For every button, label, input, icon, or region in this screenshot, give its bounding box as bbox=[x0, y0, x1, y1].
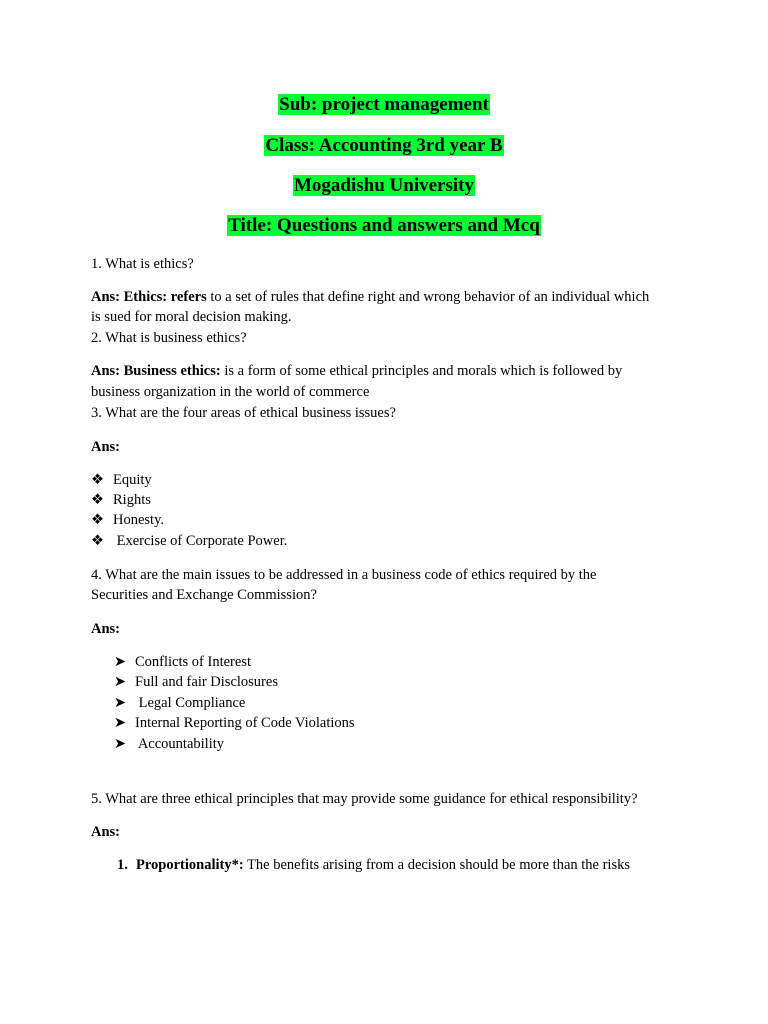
answer-5-label: Ans: bbox=[91, 824, 121, 840]
question-2: 2. What is business ethics? bbox=[91, 330, 247, 346]
answer-2-line-2: business organization in the world of commerce bbox=[91, 384, 370, 400]
question-5: 5. What are three ethical principles that may provide some guidance for ethical responsibility? bbox=[91, 791, 638, 807]
arrowhead-bullet-icon: ➤ bbox=[114, 695, 127, 711]
list-item-label: Conflicts of Interest bbox=[135, 654, 251, 670]
numbered-item-content bbox=[136, 855, 630, 875]
numbered-item-term: Proportionality*: bbox=[136, 857, 244, 873]
title-text: Title: Questions and answers and Mcq bbox=[228, 215, 540, 236]
answer-2-text: is a form of some ethical principles and morals which is followed by bbox=[220, 363, 623, 379]
diamond-bullet-icon: ❖ bbox=[91, 492, 104, 508]
list-item-label: Honesty. bbox=[113, 512, 165, 528]
question-3: 3. What are the four areas of ethical business issues? bbox=[91, 405, 396, 421]
numbered-item-number: 1. bbox=[117, 857, 128, 873]
title-heading bbox=[0, 214, 768, 238]
arrowhead-bullet-icon: ➤ bbox=[114, 715, 127, 731]
arrowhead-bullet-icon: ➤ bbox=[114, 674, 127, 690]
arrowhead-bullet-icon: ➤ bbox=[114, 654, 127, 670]
list-item-label: Equity bbox=[113, 472, 152, 488]
question-1: 1. What is ethics? bbox=[91, 256, 194, 272]
university-heading bbox=[0, 174, 768, 198]
numbered-item-text: The benefits arising from a decision should be more than the risks bbox=[243, 857, 630, 873]
answer-3-label: Ans: bbox=[91, 439, 121, 455]
answer-2-line-1 bbox=[91, 361, 622, 381]
diamond-bullet-icon: ❖ bbox=[91, 512, 104, 528]
university-text: Mogadishu University bbox=[294, 175, 474, 196]
subject-text: Sub: project management bbox=[279, 94, 489, 115]
answer-4-label: Ans: bbox=[91, 621, 121, 637]
list-item-label: Accountability bbox=[135, 736, 224, 752]
answer-2-label: Ans: Business ethics: bbox=[91, 363, 221, 379]
class-text: Class: Accounting 3rd year B bbox=[265, 135, 503, 156]
answer-1-label: Ans: Ethics: refers bbox=[91, 289, 207, 305]
list-item-label: Internal Reporting of Code Violations bbox=[135, 715, 355, 731]
subject-heading bbox=[0, 93, 768, 117]
class-heading bbox=[0, 134, 768, 158]
list-item-label: Full and fair Disclosures bbox=[135, 674, 278, 690]
list-item-label: Rights bbox=[113, 492, 151, 508]
diamond-bullet-icon: ❖ bbox=[91, 533, 104, 549]
arrowhead-bullet-icon: ➤ bbox=[114, 736, 127, 752]
diamond-bullet-icon: ❖ bbox=[91, 472, 104, 488]
question-4-line-1: 4. What are the main issues to be addressed in a business code of ethics required by the bbox=[91, 567, 597, 583]
answer-1-line-1 bbox=[91, 287, 649, 307]
answer-1-line-2: is sued for moral decision making. bbox=[91, 309, 292, 325]
answer-1-text: to a set of rules that define right and wrong behavior of an individual which bbox=[206, 289, 650, 305]
question-4-line-2: Securities and Exchange Commission? bbox=[91, 587, 317, 603]
list-item-label: Legal Compliance bbox=[135, 695, 246, 711]
list-item-label: Exercise of Corporate Power. bbox=[113, 533, 288, 549]
